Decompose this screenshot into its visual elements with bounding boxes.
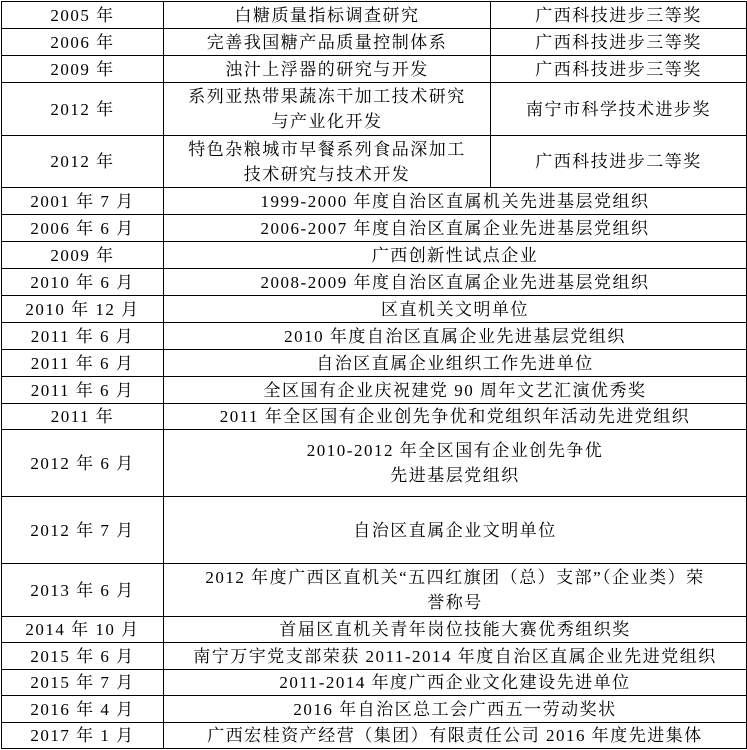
table-row — [2, 723, 747, 749]
date-cell — [2, 564, 164, 617]
honor-cell — [164, 670, 747, 696]
award-cell — [491, 2, 747, 29]
date-text: 2014 年 10 月 — [25, 620, 140, 639]
date-cell — [2, 56, 164, 83]
date-cell — [2, 696, 164, 723]
date-text: 2011 年 6 月 — [30, 380, 135, 400]
table-row — [2, 215, 747, 242]
honor-text-line-1: 2012 年度广西区直机关“五四红旗团（总）支部”（企业类）荣 — [205, 568, 705, 587]
date-text: 2010 年 6 月 — [30, 272, 135, 292]
honor-cell — [164, 242, 747, 269]
date-text: 2015 年 7 月 — [30, 673, 135, 692]
project-cell — [164, 56, 491, 83]
date-text: 2013 年 6 月 — [30, 580, 135, 600]
date-text: 2015 年 6 月 — [30, 646, 135, 666]
table-row — [2, 83, 747, 136]
honor-text: 2006-2007 年度自治区直属企业先进基层党组织 — [260, 218, 650, 238]
date-cell — [2, 323, 164, 350]
honor-cell — [164, 564, 747, 617]
honor-text: 2011-2014 年度广西企业文化建设先进单位 — [279, 673, 631, 692]
table-row — [2, 643, 747, 670]
honor-text: 自治区直属企业文明单位 — [353, 520, 557, 540]
project-text-line-1: 系列亚热带果蔬冻干加工技术研究 — [188, 87, 466, 106]
honor-cell — [164, 296, 747, 323]
date-cell — [2, 269, 164, 296]
honor-cell — [164, 350, 747, 377]
honor-cell — [164, 497, 747, 564]
project-cell — [164, 2, 491, 29]
honor-text: 2008-2009 年度自治区直属企业先进基层党组织 — [260, 272, 650, 292]
project-text: 白糖质量指标调查研究 — [234, 5, 420, 25]
date-text: 2011 年 6 月 — [30, 326, 135, 346]
date-text: 2006 年 6 月 — [30, 218, 135, 238]
honor-text: 南宁万宇党支部荣获 2011-2014 年度自治区直属企业先进党组织 — [193, 646, 717, 666]
table-row — [2, 296, 747, 323]
award-text: 广西科技进步三等奖 — [535, 59, 702, 79]
date-text: 2012 年 — [50, 99, 115, 119]
project-cell — [164, 83, 491, 136]
project-text-line-2: 技术研究与技术开发 — [243, 164, 411, 184]
table-row — [2, 377, 747, 404]
table-row — [2, 617, 747, 643]
table-row — [2, 696, 747, 723]
date-cell — [2, 377, 164, 404]
award-text: 广西科技进步三等奖 — [535, 32, 702, 52]
honor-text-line-1: 2010-2012 年全区国有企业创先争优 — [306, 441, 604, 460]
award-cell — [491, 56, 747, 83]
date-cell — [2, 188, 164, 215]
honor-text: 2016 年自治区总工会广西五一劳动奖状 — [293, 699, 617, 719]
date-cell — [2, 242, 164, 269]
project-text-line-1: 特色杂粮城市早餐系列食品深加工 — [188, 139, 466, 159]
award-cell — [491, 136, 747, 188]
date-text: 2012 年 7 月 — [30, 520, 135, 540]
honor-text: 自治区直属企业组织工作先进单位 — [316, 353, 594, 373]
date-text: 2012 年 — [50, 152, 115, 171]
table-row — [2, 497, 747, 564]
date-text: 2012 年 6 月 — [30, 453, 135, 473]
honor-text: 全区国有企业庆祝建党 90 周年文艺汇演优秀奖 — [263, 380, 647, 400]
date-cell — [2, 2, 164, 29]
date-text: 2011 年 — [50, 407, 115, 426]
date-text: 2016 年 4 月 — [30, 699, 135, 719]
date-text: 2010 年 12 月 — [25, 299, 140, 319]
award-text: 南宁市科学技术进步奖 — [526, 99, 711, 119]
table-row — [2, 430, 747, 497]
honor-text-line-2: 誉称号 — [427, 593, 483, 612]
date-cell — [2, 430, 164, 497]
honor-cell — [164, 377, 747, 404]
honor-cell — [164, 643, 747, 670]
project-text: 完善我国糖产品质量控制体系 — [206, 32, 448, 52]
honor-cell — [164, 617, 747, 643]
date-cell — [2, 29, 164, 56]
honor-text: 2011 年全区国有企业创先争优和党组织年活动先进党组织 — [219, 407, 691, 426]
honor-text: 区直机关文明单位 — [381, 299, 529, 319]
honor-cell — [164, 404, 747, 430]
honor-cell — [164, 696, 747, 723]
date-cell — [2, 350, 164, 377]
honor-text-line-2: 先进基层党组织 — [390, 466, 520, 485]
honor-text: 首届区直机关青年岗位技能大赛优秀组织奖 — [279, 620, 631, 639]
award-cell — [491, 29, 747, 56]
table-row — [2, 564, 747, 617]
date-cell — [2, 723, 164, 749]
honor-cell — [164, 430, 747, 497]
honor-cell — [164, 323, 747, 350]
date-cell — [2, 136, 164, 188]
date-cell — [2, 617, 164, 643]
award-text: 广西科技进步二等奖 — [535, 152, 702, 171]
table-row — [2, 188, 747, 215]
date-cell — [2, 296, 164, 323]
honor-cell — [164, 269, 747, 296]
honor-text: 广西宏桂资产经营（集团）有限责任公司 2016 年度先进集体 — [207, 726, 703, 745]
table-row — [2, 323, 747, 350]
project-cell — [164, 136, 491, 188]
honor-cell — [164, 188, 747, 215]
date-cell — [2, 215, 164, 242]
honor-cell — [164, 723, 747, 749]
date-cell — [2, 404, 164, 430]
honor-text: 1999-2000 年度自治区直属机关先进基层党组织 — [260, 191, 650, 211]
award-cell — [491, 83, 747, 136]
project-text-line-2: 与产业化开发 — [271, 112, 383, 131]
table-row — [2, 350, 747, 377]
date-text: 2009 年 — [50, 59, 115, 79]
awards-table — [1, 1, 747, 749]
table-row — [2, 136, 747, 188]
table-row — [2, 2, 747, 29]
date-cell — [2, 83, 164, 136]
table-row — [2, 404, 747, 430]
honor-cell — [164, 215, 747, 242]
date-text: 2011 年 6 月 — [30, 353, 135, 373]
table-row — [2, 56, 747, 83]
date-cell — [2, 643, 164, 670]
table-row — [2, 29, 747, 56]
honor-text: 2010 年度自治区直属企业先进基层党组织 — [284, 326, 626, 346]
table-row — [2, 670, 747, 696]
date-text: 2001 年 7 月 — [30, 191, 135, 211]
table-row — [2, 269, 747, 296]
honor-text: 广西创新性试点企业 — [371, 245, 539, 265]
project-cell — [164, 29, 491, 56]
date-text: 2005 年 — [50, 5, 115, 25]
table-row — [2, 242, 747, 269]
date-text: 2006 年 — [50, 32, 115, 52]
date-text: 2009 年 — [50, 245, 115, 265]
date-text: 2017 年 1 月 — [30, 726, 135, 745]
award-text: 广西科技进步三等奖 — [535, 5, 702, 25]
date-cell — [2, 497, 164, 564]
project-text: 浊汁上浮器的研究与开发 — [225, 59, 429, 79]
date-cell — [2, 670, 164, 696]
